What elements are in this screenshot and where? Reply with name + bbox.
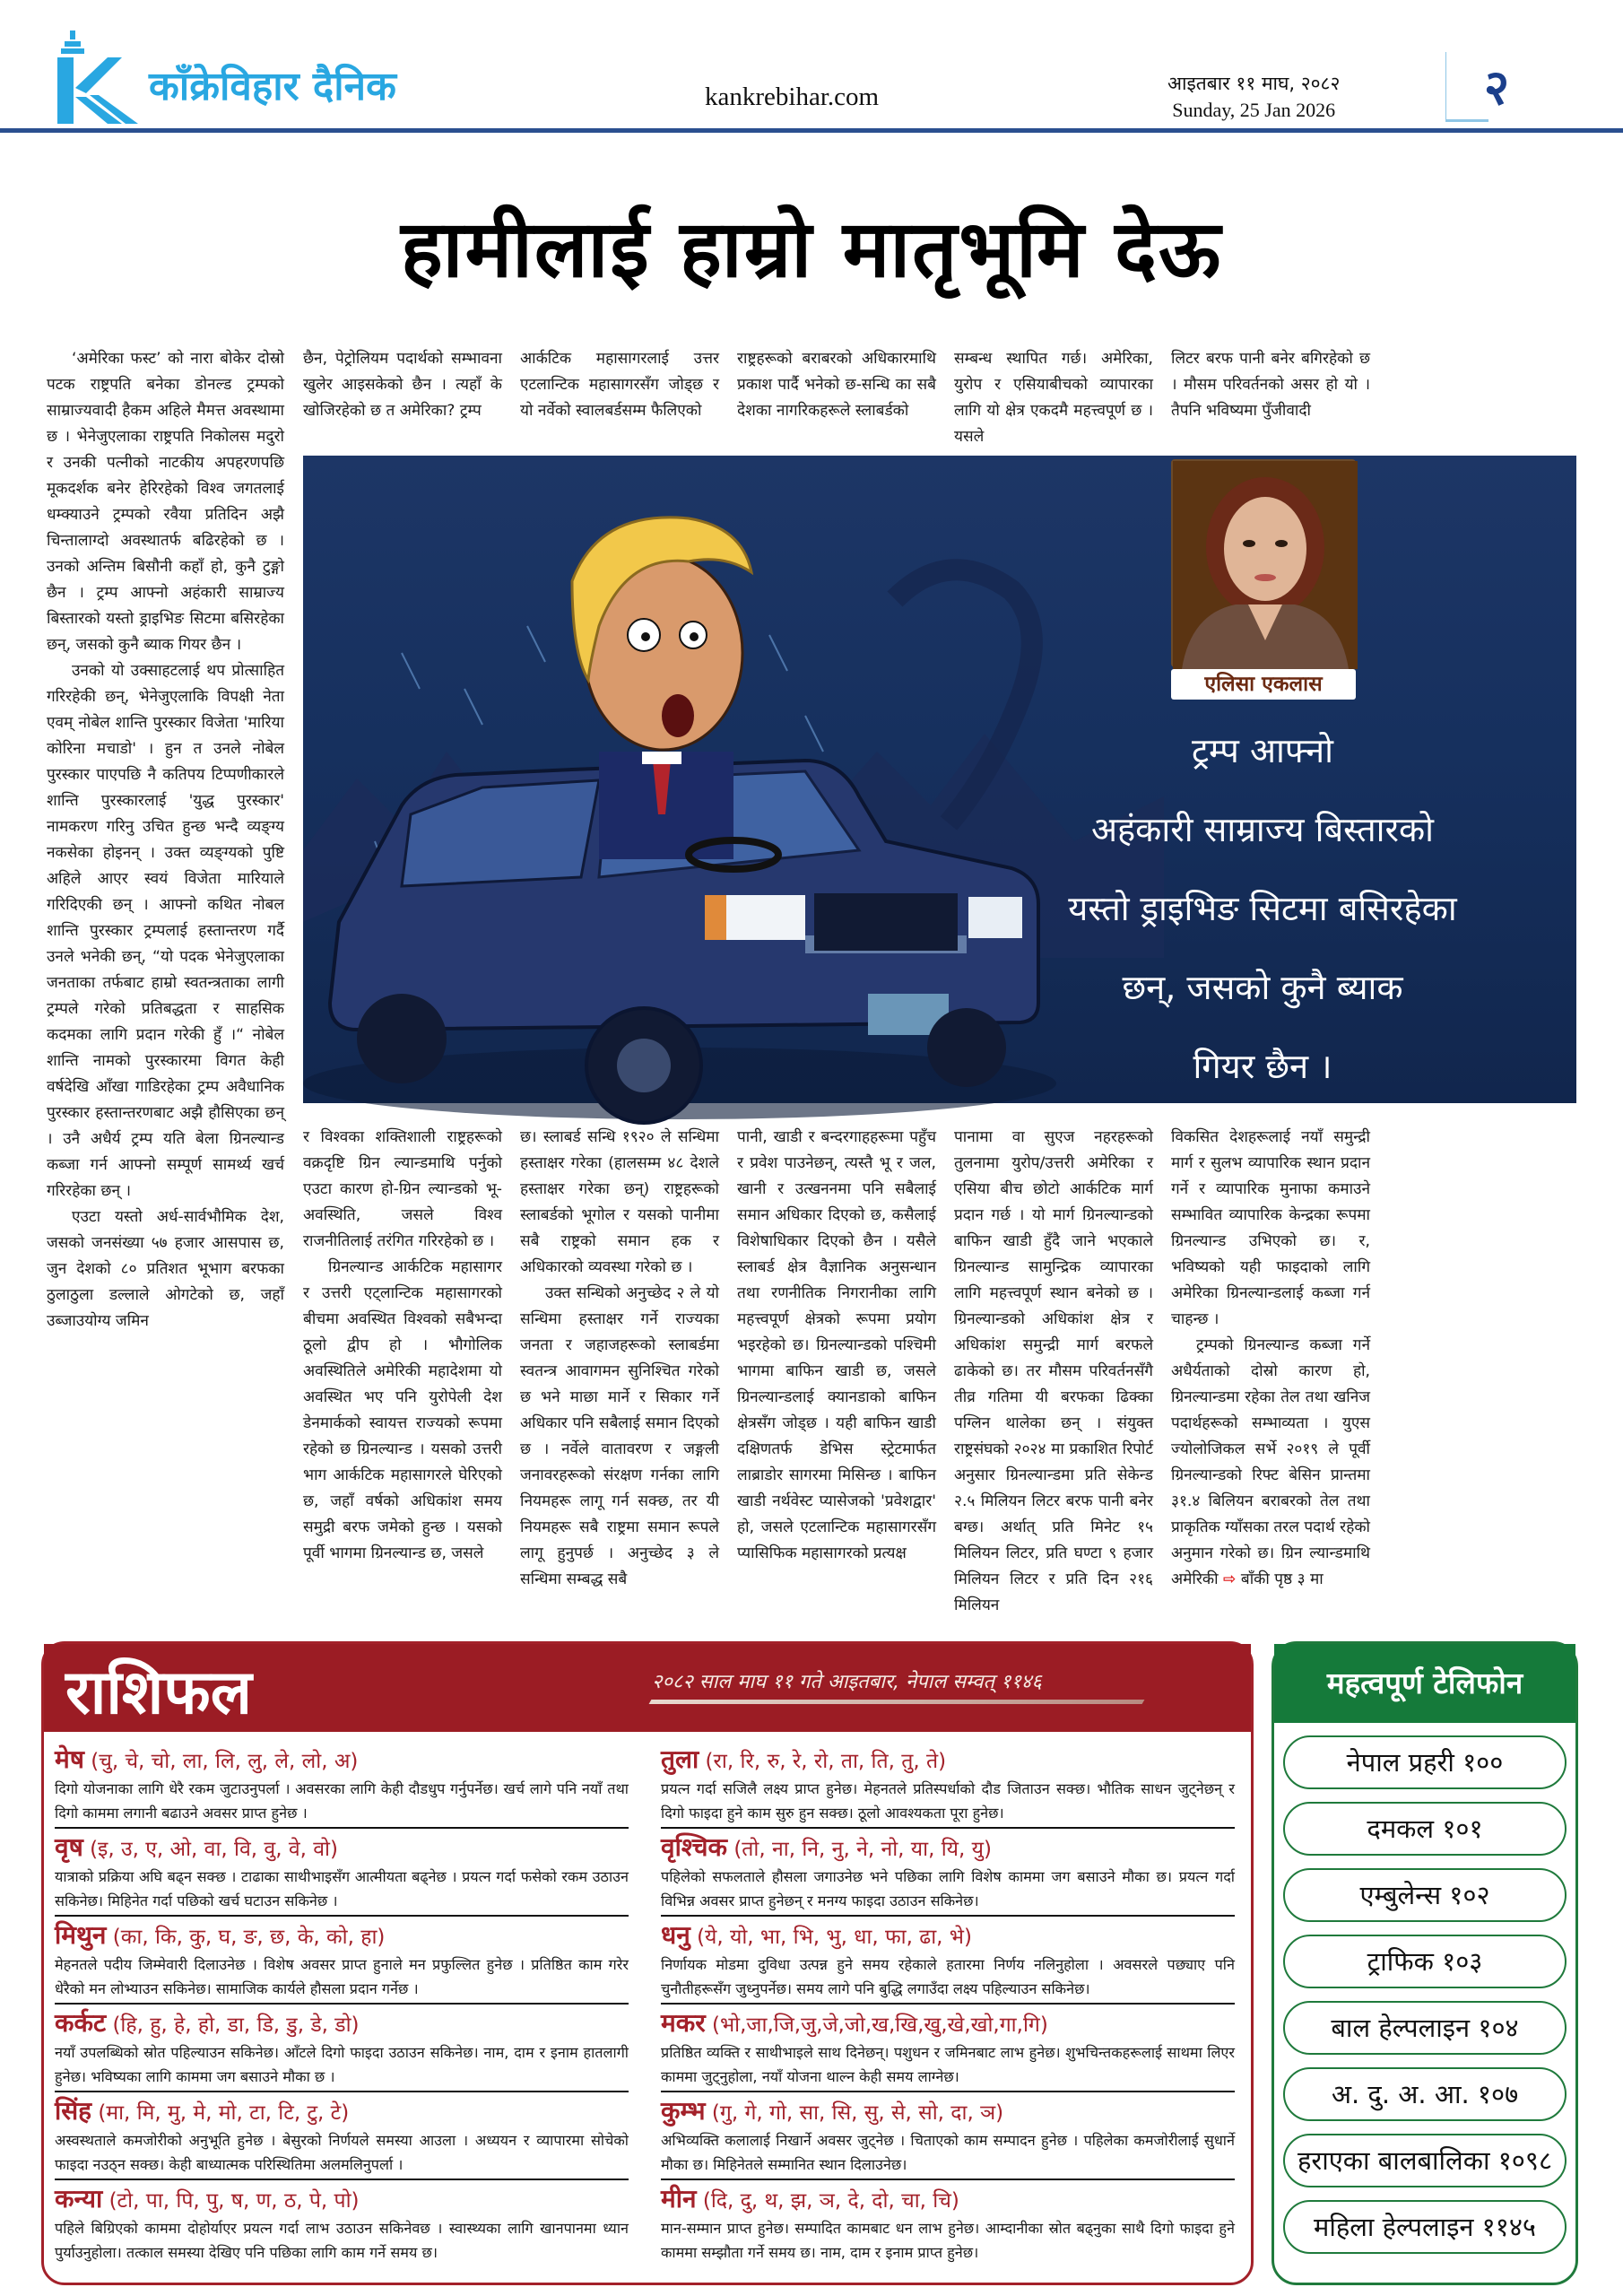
article-column-3-top (520, 346, 719, 427)
article-paragraph: ‘अमेरिका फस्ट’ को नारा बोकेर दोस्रो पटक राष्ट्रपति बनेका डोनल्ड ट्रम्पको साम्राज्यवादी हैकम अहिले मैमत्त अवस्थामा छ । भेनेजुएलाका राष्ट्रपति निकोलस मदुरो र उनकी पत्नीको नाटकीय अपहरणपछि मूकदर्शक बनेर हेरिरहेको विश्व जगतलाई धम्क्याउने ट्रम्पको रवैया प्रतिदिन अझै चिन्तालाग्दो अवस्थातर्फ बढिरहेको छ । उनको अन्तिम बिसौनी कहाँ हो, कुनै टुङ्गो छैन । ट्रम्प आफ्नो अहंकारी साम्राज्य बिस्तारको यस्तो ड्राइभिङ सिटमा बसिरहेका छन्, जसको कुनै ब्याक गियर छैन । (47, 350, 284, 654)
article-paragraph: उक्त सन्धिको अनुच्छेद २ ले यो सन्धिमा हस्ताक्षर गर्ने राज्यका जनता र जहाजहरूको स्लाबर्डमा स्वतन्त्र आवागमन सुनिश्चित गरेको छ भने माछा मार्ने र सिकार गर्ने अधिकार पनि सबैलाई समान दिएको छ । नर्वेले वातावरण र जङ्गली जनावरहरूको संरक्षण गर्नका लागि नियमहरू लागू गर्न सक्छ, तर यी नियमहरू सबै राष्ट्रमा समान रूपले लागू हुनुपर्छ । अनुच्छेद ३ ले सन्धिमा सम्बद्ध सबै (520, 1284, 719, 1588)
sign-text: प्रयत्न गर्दा सजिलै लक्ष्य प्राप्त हुनेछ। मेहनतले प्रतिस्पर्धाको दौड जिताउन सक्छ। भौतिक साधन जुट्नेछन् र दिगो फाइदा हुने काम सुरु हुन सक्छ। ठूलो आवश्यकता पूरा हुनेछ। (661, 1780, 1235, 1822)
issue-date (1167, 70, 1340, 124)
sign-heading (55, 1832, 629, 1865)
pull-quote (994, 711, 1532, 1106)
article-paragraph: छैन, पेट्रोलियम पदार्थको सम्भावना खुलेर आइसकेको छैन । त्यहाँ के खोजिरहेको छ त अमेरिका? ट्रम्प (303, 350, 502, 420)
rashifal-column-right (661, 1744, 1235, 2270)
sign-name: वृश्चिक (661, 1832, 728, 1862)
article-column-6-top (1171, 346, 1370, 427)
article-paragraph: र विश्वका शक्तिशाली राष्ट्रहरूको वक्रदृष्टि ग्रिन ल्यान्डमाथि पर्नुको एउटा कारण हो-ग्रिन ल्यान्डको भू-अवस्थिति, जसले विश्व राजनीतिलाई तरंगित गरिरहेको छ । (303, 1128, 502, 1250)
sign-text: पहिले बिग्रिएको काममा दोहोर्याएर प्रयत्न गर्दा लाभ उठाउन सकिनेवछ । स्वास्थ्यका लागि खानपानमा ध्यान पुर्याउनुहोला। तत्काल समस्या देखिए पनि पछिका लागि काम गर्ने समय छ। (55, 2220, 629, 2261)
sign-karkat (55, 2008, 629, 2092)
rashifal-title: राशिफल (65, 1657, 252, 1728)
phone-women-helpline[interactable]: महिला हेल्पलाइन ११४५ (1283, 2200, 1567, 2254)
sign-text: प्रतिष्ठित व्यक्ति र साथीभाइले साथ दिनेछन्। पशुधन र जमिनबाट लाभ हुनेछ। शुभचिन्तकहरूलाई साथमा लिएर काममा जुट्नुहोला, नयाँ योजना थाल्न केही समय लाग्नेछ। (661, 2044, 1235, 2085)
sign-dhanu (661, 1920, 1235, 2005)
date-english: Sunday, 25 Jan 2026 (1172, 99, 1336, 121)
phone-fire-brigade[interactable]: दमकल १०१ (1283, 1802, 1567, 1856)
sign-name: वृष (55, 1832, 83, 1862)
rashifal-column-left (55, 1744, 629, 2270)
sign-tula (661, 1744, 1235, 1829)
sign-text: निर्णायक मोडमा दुविधा उत्पन्न हुने समय रहेकाले हतारमा निर्णय नलिनुहोला । अवसरले पछ्याए पनि चुनौतीहरूसँग जुध्नुपर्नेछ। समय लागे पनि बुद्धि लगाउँदा लक्ष्य पहिल्याउन सकिनेछ। (661, 1956, 1235, 1997)
sign-heading (55, 2096, 629, 2128)
sign-text: यात्राको प्रक्रिया अघि बढ्न सक्छ । टाढाका साथीभाइसँग आत्मीयता बढ्नेछ । प्रयत्न गर्दा फसेको रकम उठाउन सकिनेछ। मिहिनेत गर्दा पछिको खर्च घटाउन सकिनेछ । (55, 1868, 629, 1909)
sign-name: मिथुन (55, 1920, 107, 1950)
sign-kanya (55, 2184, 629, 2266)
article-column-2-bottom (303, 1125, 502, 1609)
page-number-frame (1445, 52, 1488, 122)
article-column-4-bottom (737, 1125, 936, 1609)
author-photo (1171, 459, 1356, 667)
sign-vrish (55, 1832, 629, 1917)
sign-text: दिगो योजनाका लागि धेरै रकम जुटाउनुपर्ला । अवसरका लागि केही दौडधुप गर्नुपर्नेछ। खर्च लागे पनि नयाँ तथा दिगो काममा लगानी बढाउने अवसर प्राप्त हुनेछ । (55, 1780, 629, 1822)
sign-name: धनु (661, 1920, 690, 1950)
sign-letters: (गु, गे, गो, सा, सि, सु, से, सो, दा, ञ) (711, 2101, 1004, 2125)
pull-quote-line: गियर छैन । (1193, 1047, 1332, 1086)
sign-letters: (रा, रि, रु, रे, रो, ता, ति, तु, ते) (705, 1750, 947, 1773)
sign-text: पहिलेको सफलताले हौसला जगाउनेछ भने पछिका लागि विशेष काममा जग बसाउने मौका छ। प्रयत्न गर्दा विभिन्न अवसर प्राप्त हुनेछन् र मनग्य फाइदा उठाउन सकिनेछ। (661, 1868, 1235, 1909)
logo-text: काँक्रेविहार दैनिक (149, 64, 396, 109)
article-column-6-bottom (1171, 1125, 1370, 1609)
sign-name: कन्या (55, 2184, 103, 2213)
article-column-3-bottom (520, 1125, 719, 1609)
sign-letters: (चु, चे, चो, ला, लि, लु, ले, लो, अ) (91, 1750, 359, 1773)
sign-heading (661, 2184, 1235, 2216)
article-column-1 (47, 346, 284, 1335)
pull-quote-line: ट्रम्प आफ्नो (1192, 731, 1333, 770)
article-paragraph (1171, 1333, 1370, 1593)
sign-heading (661, 1744, 1235, 1777)
article-paragraph: सम्बन्ध स्थापित गर्छ। अमेरिका, युरोप र एसियाबीचको व्यापारका लागि यो क्षेत्र एकदमै महत्त्वपूर्ण छ । यसले (954, 350, 1153, 446)
sign-heading (661, 1920, 1235, 1952)
article-paragraph: लिटर बरफ पानी बनेर बगिरहेको छ । मौसम परिवर्तनको असर हो यो । तैपनि भविष्यमा पुँजीवादी (1171, 350, 1370, 420)
masthead-rule (0, 128, 1623, 133)
sign-text: मान-सम्मान प्राप्त हुनेछ। सम्पादित कामबाट धन लाभ हुनेछ। आम्दानीका स्रोत बढ्नुका साथै दिगो फाइदा हुने काममा सम्झौता गर्ने समय छ। नाम, दाम र इनाम प्राप्त हुनेछ। (661, 2220, 1235, 2261)
sign-text: मेहनतले पदीय जिम्मेवारी दिलाउनेछ । विशेष अवसर प्राप्त हुनाले मन प्रफुल्लित हुनेछ । प्रतिष्ठित काम गरेर धेरैको मन लोभ्याउन सकिनेछ। सामाजिक कार्यले हौसला प्रदान गर्नेछ । (55, 1956, 629, 1997)
sign-letters: (मा, मि, मु, मे, मो, टा, टि, टु, टे) (98, 2101, 350, 2125)
article-paragraph-text: ट्रम्पको ग्रिनल्यान्ड कब्जा गर्ने अधैर्यताको दोस्रो कारण हो, ग्रिनल्यान्डमा रहेका तेल तथा खनिज पदार्थहरूको सम्भाव्यता । युएस ज्योलोजिकल सर्भे २०१९ ले पूर्वी ग्रिनल्यान्डको रिफ्ट बेसिन प्रान्तमा ३१.४ बिलियन बराबरको तेल तथा प्राकृतिक ग्याँसका तरल पदार्थ रहेको अनुमान गरेको छ। ग्रिन ल्यान्डमाथि अमेरिकी (1171, 1336, 1370, 1588)
sign-meen (661, 2184, 1235, 2266)
article-column-2-top (303, 346, 502, 427)
continued-on-page-link[interactable]: बाँकी पृष्ठ ३ मा (1240, 1570, 1324, 1588)
sign-text: अस्वस्थताले कमजोरीको अनुभूति हुनेछ । बेसुरको निर्णयले समस्या आउला । अध्ययन र व्यापारमा सोचेको फाइदा नउठ्न सक्छ। केही बाध्यात्मक परिस्थितिमा अलमलिनुपर्ला । (55, 2132, 629, 2173)
phone-child-helpline[interactable]: बाल हेल्पलाइन १०४ (1283, 2001, 1567, 2055)
article-paragraph: आर्कटिक महासागरलाई उत्तर एटलान्टिक महासागरसँग जोड्छ र यो नर्वेको स्वालबर्डसम्म फैलिएको (520, 350, 719, 420)
newspaper-logo[interactable] (54, 34, 396, 124)
pull-quote-line: अहंकारी साम्राज्य बिस्तारको (1090, 810, 1435, 849)
pull-quote-line: छन्, जसको कुनै ब्याक (1122, 968, 1403, 1007)
sign-name: सिंह (55, 2096, 92, 2126)
sign-letters: (टो, पा, पि, पु, ष, ण, ठ, पे, पो) (108, 2189, 360, 2213)
sign-name: मीन (661, 2184, 697, 2213)
article-paragraph: छ। स्लाबर्ड सन्धि १९२० ले सन्धिमा हस्ताक्षर गरेका (हालसम्म ४८ देशले हस्ताक्षर गरेका छन्) राष्ट्रहरूको स्लाबर्डको भूगोल र यसको पानीमा सबै राष्ट्रको समान हक र अधिकारको व्यवस्था गरेको छ । (520, 1128, 719, 1276)
pull-quote-line: यस्तो ड्राइभिङ सिटमा बसिरहेका (1068, 889, 1457, 928)
article-column-4-top (737, 346, 936, 427)
masthead (0, 0, 1623, 135)
sign-name: मेष (55, 1744, 84, 1774)
sign-letters: (हि, हु, हे, हो, डा, डि, डु, डे, डो) (112, 2013, 360, 2037)
phone-missing-children[interactable]: हराएका बालबालिका १०९८ (1283, 2134, 1567, 2187)
sign-heading (55, 1920, 629, 1952)
sign-singh (55, 2096, 629, 2180)
sign-text: अभिव्यक्ति कलालाई निखार्ने अवसर जुट्नेछ । चिताएको काम सम्पादन हुनेछ । पहिलेका कमजोरीलाई सुधार्ने मौका छ। मिहिनेतले सम्मानित स्थान दिलाउनेछ। (661, 2132, 1235, 2173)
illustration-panel (303, 456, 1576, 1103)
article-paragraph: राष्ट्रहरूको बराबरको अधिकारमाथि प्रकाश पार्दै भनेको छ-सन्धि का सबै देशका नागरिकहरूले स्लाबर्डको (737, 350, 936, 420)
sign-heading (55, 1744, 629, 1777)
sign-letters: (इ, उ, ए, ओ, वा, वि, वु, वे, वो) (90, 1838, 338, 1861)
sign-heading (661, 1832, 1235, 1865)
sign-name: तुला (661, 1744, 699, 1774)
sign-letters: (ये, यो, भा, भि, भु, धा, फा, ढा, भे) (697, 1926, 972, 1949)
article-paragraph: उनको यो उक्साहटलाई थप प्रोत्साहित गरिरहेकी छन्, भेनेजुएलाकि विपक्षी नेता एवम् नोबेल शान्ति पुरस्कार विजेता 'मारिया कोरिना मचाडो' । हुन त उनले नोबेल पुरस्कार पाएपछि नै कतिपय टिप्पणीकारले शान्ति पुरस्कारलाई 'युद्ध पुरस्कार' नामकरण गरिनु उचित हुन्छ भन्दै व्यङ्ग्य नकसेका होइनन् । उक्त व्यङ्ग्यको पुष्टि अहिले आएर स्वयं विजेता मारियाले गरिदिएकी छन् । आफ्नो कथित नोबल शान्ति पुरस्कार ट्रम्पलाई हस्तान्तरण गर्दै उनले भनेकी छन्, “यो पदक भेनेजुएलाका जनताका तर्फबाट हाम्रो स्वतन्त्रताका लागी ट्रम्पले गरेको प्रतिबद्धता र साहसिक कदमका लागि प्रदान गरेकी हुँ ।“ नोबेल शान्ति नामको पुरस्कारमा विगत केही वर्षदेखि आँखा गाडिरहेका ट्रम्प अवैधानिक पुरस्कार हस्तान्तरणबाट अझै हौसिएका छन् । उनै अधैर्य ट्रम्प यति बेला ग्रिनल्यान्ड कब्जा गर्न आफ्नो सम्पूर्ण सामर्थ्य खर्च गरिरहेका छन् । (47, 662, 284, 1200)
article-column-5-top (954, 346, 1153, 446)
article-paragraph: एउटा यस्तो अर्ध-सार्वभौमिक देश, जसको जनसंख्या ५७ हजार आसपास छ, जुन देशको ८० प्रतिशत भूभाग बरफका ठुलाठुला डल्लाले ओगटेको छ, जहाँ उब्जाउयोग्य जमिन (47, 1208, 284, 1330)
sign-letters: (भो,जा,जि,जु,जे,जो,ख,खि,खु,खे,खो,गा,गि) (712, 2013, 1048, 2037)
date-nepali: आइतबार ११ माघ, २०८२ (1167, 73, 1341, 94)
sign-mithun (55, 1920, 629, 2005)
sign-text: नयाँ उपलब्धिको स्रोत पहिल्याउन सकिनेछ। आँटले दिगो फाइदा उठाउन सकिनेछ। नाम, दाम र इनाम हातलागी हुनेछ। भविष्यका लागि काममा जग बसाउने मौका छ । (55, 2044, 629, 2085)
sign-makar (661, 2008, 1235, 2092)
rashifal-underline (649, 1700, 1145, 1704)
sign-heading (55, 2184, 629, 2216)
page-number: २ (1484, 59, 1510, 116)
sign-heading (661, 2096, 1235, 2128)
phone-nepal-police[interactable]: नेपाल प्रहरी १०० (1283, 1735, 1567, 1789)
rashifal-header (44, 1644, 1251, 1732)
article-paragraph: पानामा वा सुएज नहरहरूको तुलनामा युरोप/उत्तरी अमेरिका र एसिया बीच छोटो आर्कटिक मार्ग प्रदान गर्छ । यो मार्ग ग्रिनल्यान्डको बाफिन खाडी हुँदै जाने भएकाले ग्रिनल्यान्ड सामुन्द्रिक व्यापारका लागि महत्त्वपूर्ण स्थान बनेको छ । ग्रिनल्यान्डको अधिकांश क्षेत्र र अधिकांश समुन्द्री मार्ग बरफले ढाकेको छ। तर मौसम परिवर्तनसँगै तीव्र गतिमा यी बरफका ढिक्का पग्लिन थालेका छन् । संयुक्त राष्ट्रसंघको २०२४ मा प्रकाशित रिपोर्ट अनुसार ग्रिनल्यान्डमा प्रति सेकेन्ड २.५ मिलियन लिटर बरफ पानी बनेर बग्छ। अर्थात् प्रति मिनेट १५ मिलियन लिटर, प्रति घण्टा ९ हजार मिलियन लिटर र प्रति दिन २१६ मिलियन (954, 1128, 1153, 1614)
sign-vrishchik (661, 1832, 1235, 1917)
phone-traffic[interactable]: ट्राफिक १०३ (1283, 1935, 1567, 1988)
sign-heading (661, 2008, 1235, 2040)
article-paragraph: पानी, खाडी र बन्दरगाहहरूमा पहुँच र प्रवेश पाउनेछन्, त्यस्तै भू र जल, खानी र उत्खननमा पनि सबैलाई समान अधिकार दिएको छ, कसैलाई विशेषाधिकार दिएको छैन । यसैले स्लाबर्ड क्षेत्र वैज्ञानिक अनुसन्धान तथा रणनीतिक निगरानीका लागि महत्त्वपूर्ण क्षेत्रको रूपमा प्रयोग भइरहेको छ। ग्रिनल्यान्डको पश्चिमी भागमा बाफिन खाडी छ, जसले ग्रिनल्यान्डलाई क्यानडाको बाफिन क्षेत्रसँग जोड्छ । यही बाफिन खाडी दक्षिणतर्फ डेभिस स्ट्रेटमार्फत लाब्राडोर सागरमा मिसिन्छ । बाफिन खाडी नर्थवेस्ट प्यासेजको 'प्रवेशद्वार' हो, जसले एटलान्टिक महासागरसँग प्यासिफिक महासागरको प्रत्यक्ष (737, 1128, 936, 1562)
article-headline: हामीलाई हाम्रो मातृभूमि देऊ (400, 203, 1223, 295)
sign-name: कुम्भ (661, 2096, 706, 2126)
article-column-5-bottom (954, 1125, 1153, 1614)
rashifal-box (41, 1641, 1254, 2285)
sign-letters: (तो, ना, नि, नु, ने, नो, या, यि, यु) (733, 1838, 992, 1861)
logo-k-tower-icon (54, 30, 143, 124)
phone-ambulance[interactable]: एम्बुलेन्स १०२ (1283, 1868, 1567, 1922)
author-name: एलिसा एकलास (1171, 669, 1356, 700)
important-phones-box (1271, 1641, 1578, 2285)
sign-letters: (दि, दु, थ, झ, ञ, दे, दो, चा, चि) (702, 2189, 959, 2213)
sign-heading (55, 2008, 629, 2040)
article-paragraph: ग्रिनल्यान्ड आर्कटिक महासागर र उत्तरी एट्लान्टिक महासागरको बीचमा अवस्थित विश्वको सबैभन्दा ठूलो द्वीप हो । भौगोलिक अवस्थितिले अमेरिकी महादेशमा यो अवस्थित भए पनि युरोपेली देश डेनमार्कको स्वायत्त राज्यको रूपमा रहेको छ ग्रिनल्यान्ड । यसको उत्तरी भाग आर्कटिक महासागरले घेरिएको छ, जहाँ वर्षको अधिकांश समय समुद्री बरफ जमेको हुन्छ । यसको पूर्वी भागमा ग्रिनल्यान्ड छ, जसले (303, 1258, 502, 1562)
article-paragraph: विकसित देशहरूलाई नयाँ समुन्द्री मार्ग र सुलभ व्यापारिक स्थान प्रदान गर्ने र व्यापारिक मुनाफा कमाउने सम्भावित व्यापारिक केन्द्रका रूपमा ग्रिनल्यान्ड उभिएको छ। र, भविष्यको यही फाइदाको लागि अमेरिका ग्रिनल्यान्डलाई कब्जा गर्न चाहन्छ । (1171, 1128, 1370, 1328)
important-phones-title: महत्वपूर्ण टेलिफोन (1274, 1644, 1575, 1723)
author-portrait-image (1173, 461, 1358, 669)
site-url[interactable]: kankrebihar.com (705, 83, 880, 111)
sign-letters: (का, कि, कु, घ, ङ, छ, के, को, हा) (112, 1926, 386, 1949)
sign-name: कर्कट (55, 2008, 107, 2038)
sign-mesh (55, 1744, 629, 1829)
rashifal-date: २०८२ साल माघ ११ गते आइतबार, नेपाल सम्वत् ११४६ (652, 1671, 1042, 1693)
sign-kumbha (661, 2096, 1235, 2180)
continue-arrow-icon: ⇨ (1223, 1570, 1237, 1588)
phone-ciaa[interactable]: अ. दु. अ. आ. १०७ (1283, 2067, 1567, 2121)
sign-name: मकर (661, 2008, 706, 2038)
